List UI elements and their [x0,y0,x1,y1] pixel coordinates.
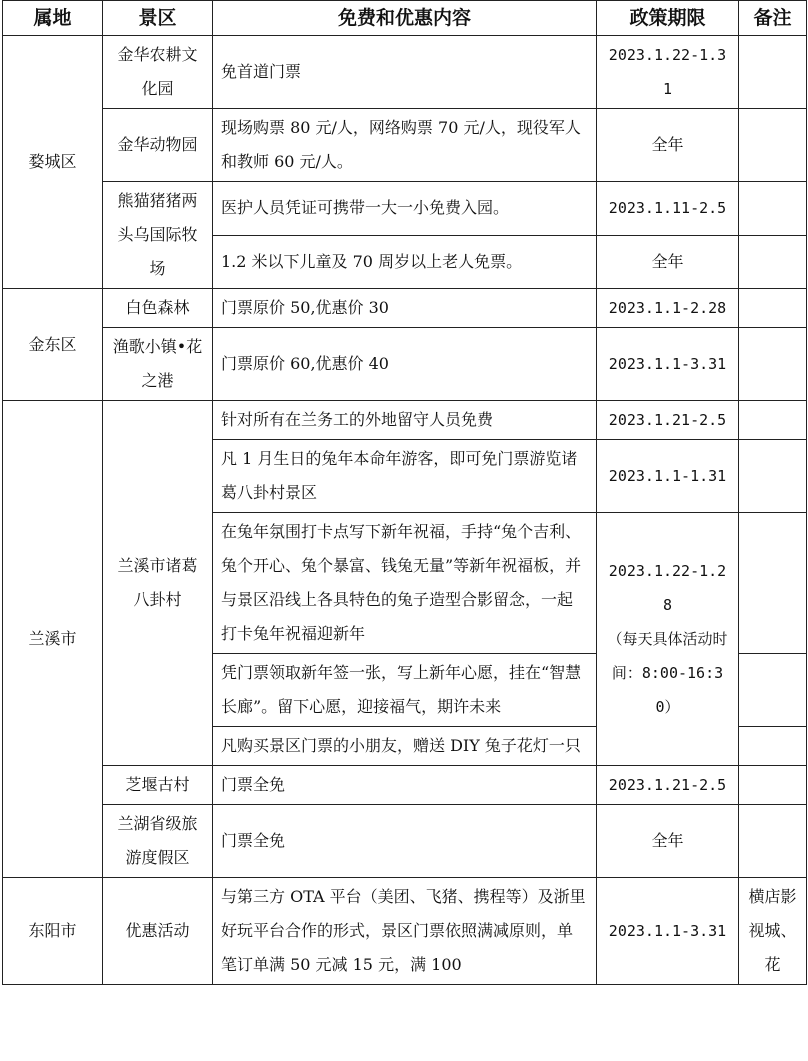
region-cell-lanxi: 兰溪市 [3,401,103,878]
note-cell [739,289,807,328]
content-cell: 在兔年氛围打卡点写下新年祝福，手持“兔个吉利、兔个开心、兔个暴富、钱兔无量”等新年祝福板，并与景区沿线上各具特色的兔子造型合影留念，一起打卡兔年祝福迎新年 [213,513,597,654]
region-cell-jindong: 金东区 [3,289,103,401]
period-cell: 2023.1.21-2.5 [597,401,739,440]
scenic-cell: 优惠活动 [103,878,213,985]
period-cell: 2023.1.1-3.31 [597,328,739,401]
content-cell: 凭门票领取新年签一张，写上新年心愿，挂在“智慧长廊”。留下心愿，迎接福气，期许未来 [213,654,597,727]
scenic-cell: 兰溪市诸葛八卦村 [103,401,213,766]
scenic-cell: 金华农耕文化园 [103,36,213,109]
table-row [3,109,807,182]
note-cell [739,440,807,513]
note-cell [739,328,807,401]
content-cell: 医护人员凭证可携带一大一小免费入园。 [213,182,597,236]
table-row [3,401,807,440]
note-cell [739,805,807,878]
header-period: 政策期限 [597,1,739,36]
note-cell [739,766,807,805]
period-cell [597,513,739,766]
period-cell: 全年 [597,109,739,182]
scenic-cell: 兰湖省级旅游度假区 [103,805,213,878]
content-cell: 凡购买景区门票的小朋友，赠送 DIY 兔子花灯一只 [213,727,597,766]
table-row [3,878,807,985]
scenic-cell: 芝堰古村 [103,766,213,805]
note-cell [739,235,807,289]
table-row [3,805,807,878]
period-cell: 2023.1.1-2.28 [597,289,739,328]
period-cell: 2023.1.1-3.31 [597,878,739,985]
table-row [3,328,807,401]
content-cell: 门票全免 [213,766,597,805]
period-cell: 全年 [597,235,739,289]
note-cell: 横店影视城、花 [739,878,807,985]
header-region: 属地 [3,1,103,36]
table-row [3,36,807,109]
scenic-cell: 金华动物园 [103,109,213,182]
note-cell [739,401,807,440]
period-cell: 2023.1.11-2.5 [597,182,739,236]
policy-table [2,0,807,985]
table-row [3,182,807,236]
header-row [3,1,807,36]
period-cell: 2023.1.22-1.31 [597,36,739,109]
header-scenic: 景区 [103,1,213,36]
period-cell: 全年 [597,805,739,878]
note-cell [739,727,807,766]
content-cell: 1.2 米以下儿童及 70 周岁以上老人免票。 [213,235,597,289]
table-row [3,289,807,328]
scenic-cell: 渔歌小镇•花之港 [103,328,213,401]
table-row [3,766,807,805]
scenic-cell: 白色森林 [103,289,213,328]
content-cell: 现场购票 80 元/人，网络购票 70 元/人，现役军人和教师 60 元/人。 [213,109,597,182]
note-cell [739,36,807,109]
note-cell [739,654,807,727]
header-content: 免费和优惠内容 [213,1,597,36]
note-cell [739,182,807,236]
content-cell: 门票原价 60,优惠价 40 [213,328,597,401]
scenic-cell: 熊猫猪猪两头乌国际牧场 [103,182,213,289]
content-cell: 门票原价 50,优惠价 30 [213,289,597,328]
region-cell-wucheng: 婺城区 [3,36,103,289]
content-cell: 免首道门票 [213,36,597,109]
note-cell [739,513,807,654]
period-dates: 2023.1.22-1.28 [608,562,727,614]
note-cell [739,109,807,182]
content-cell: 针对所有在兰务工的外地留守人员免费 [213,401,597,440]
content-cell: 凡 1 月生日的兔年本命年游客，即可免门票游览诸葛八卦村景区 [213,440,597,513]
content-cell: 与第三方 OTA 平台（美团、飞猪、携程等）及浙里好玩平台合作的形式，景区门票依照满减原则，单笔订单满 50 元减 15 元，满 100 [213,878,597,985]
content-cell: 门票全免 [213,805,597,878]
header-note: 备注 [739,1,807,36]
region-cell-dongyang: 东阳市 [3,878,103,985]
period-cell: 2023.1.21-2.5 [597,766,739,805]
period-cell: 2023.1.1-1.31 [597,440,739,513]
period-note: （每天具体活动时间：8:00-16:30） [607,630,728,716]
